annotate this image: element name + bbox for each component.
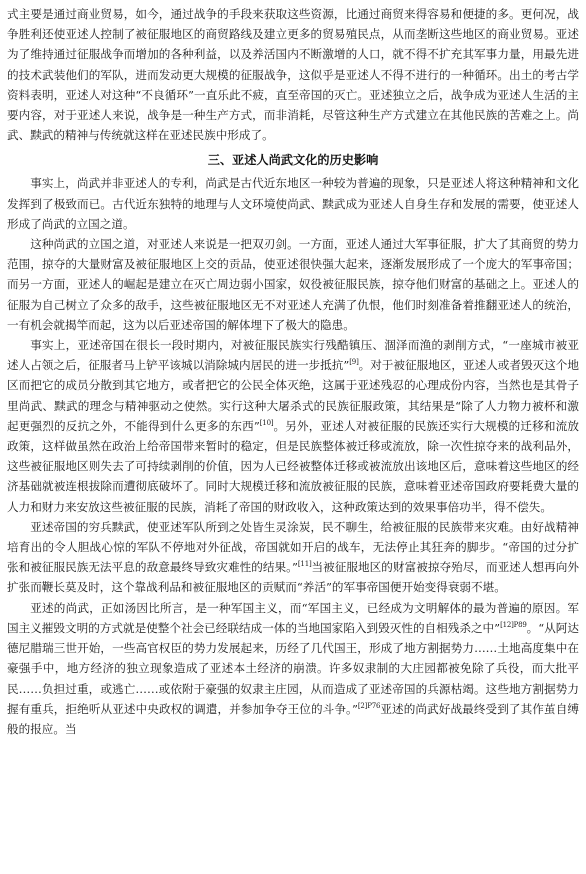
paragraph-text: 。对于被征服地区，亚述人或者毁灭这个地区而把它的成员分散到其它地方，或者把它的公民全体灭绝，这属于亚述残忍的心理成份内容，当然也是其骨子里尚武、黩武的理念与精神驱动之使然。实行这种大屠杀式的民族征服政策，其结果是“除了人力物力被杯和激起更强烈的反抗之外，不能得到什么更多的东西” xyxy=(7,358,579,433)
paragraph-text: 。“从阿达德尼腊瑞三世开始，一些高官权臣的势力发展起来，历经了几代国王，形成了地方割据势力……土地高度集中在豪强手中，地方经济的独立现象造成了亚述本土经济的崩溃。许多奴隶制的大庄园都被免除了兵役，而大批平民……负担过重，或逃亡……或依附于豪强的奴隶主庄园，从而造成了亚述帝国的兵源枯竭。这些地方割据势力握有重兵，拒绝听从亚述中央政权的调遣，并参加争夺王位的斗争。” xyxy=(7,620,579,716)
citation-marker: [9] xyxy=(349,358,359,367)
paragraph-text: 这种尚武的立国之道，对亚述人来说是一把双刃剑。一方面，亚述人通过大军事征服，扩大了其商贸的势力范围，掠夺的大量财富及被征服地区上交的贡品，使亚述很快强大起来，逐渐发展形成了一个庞大的军事帝国；而另一方面，亚述人的崛起是建立在灭亡周边弱小国家，奴役被征服民族，掠夺他们财富的基础之上。亚述人的征服为自己树立了众多的敌手，这些被征服地区无不对亚述人充满了仇恨，他们时刻准备着推翻亚述人的统治，一有机会就揭竿而起，这为以后亚述帝国的解体埋下了极大的隐患。 xyxy=(7,237,579,332)
paragraph-text: 亚述的尚武好战最终受到了其作茧自缚般的报应。当 xyxy=(7,701,579,736)
paragraph-text: 事实上，亚述帝国在很长一段时期内，对被征服民族实行残酷镇压、涸泽而渔的剥削方式，“一座城市被亚述人占领之后，征服者马上铲平该城以消除城内居民的进一步抵抗” xyxy=(7,338,579,373)
paragraph-text: 当被征服地区的财富被掠夺殆尽，而亚述人想再向外扩张而鞭长莫及时，这个靠战利品和被征服地区的贡赋而“养活”的军事帝国便开始变得衰弱不堪。 xyxy=(7,560,579,595)
citation-marker: [10] xyxy=(259,419,274,427)
citation-marker: [11] xyxy=(297,560,312,569)
paragraph-text: 事实上，尚武并非亚述人的专利，尚武是古代近东地区一种较为普遍的现象，只是亚述人将这种精神和文化发挥到了极致而已。古代近东独特的地理与人文环境使尚武、黩武成为亚述人自身生存和发展的需要，使亚述人形成了尚武的立国之道。 xyxy=(7,176,579,231)
paragraph-text: 亚述的尚武，正如汤因比所言，是一种军国主义，而“军国主义，已经成为文明解体的最为普遍的原因。军国主义摧毁文明的方式就是使整个社会已经联结成一体的当地国家陷入到毁灭性的自相残杀之中” xyxy=(7,600,579,635)
paragraph-text: 式主要是通过商业贸易，如今，通过战争的手段来获取这些资源，比通过商贸来得容易和便捷的多。更何况，战争胜利还使亚述人控制了被征服地区的商贸路线及建立更多的贸易殖民点，从而垄断这些地区的商业贸易。亚述为了维持通过征服战争而增加的各种利益，以及养活国内不断激增的人口，就不得不扩充其军事力量，用最先进的技术武装他们的军队，进而发动更大规模的征服战争，这似乎是亚述人不得不进行的一种循环。出土的考古学资料表明，亚述人对这种“不良循环”一直乐此不疲，直至帝国的灭亡。亚述独立之后，战争成为亚述人生活的主要内容，对于亚述人来说，战争是一种生产方式，而非消耗，尽管这种生产方式建立在其他民族的苦难之上。尚武、黩武的精神与传统就这样在亚述民族中形成了。 xyxy=(7,7,579,143)
paragraph-text: 。另外，亚述人对被征服的民族还实行大规模的迁移和流放政策，这样做虽然在政治上给帝国带来暂时的稳定，但是民族整体被迁移或流放，除一次性掠夺来的战利品外，这些被征服地区则失去了可持续剥削的价值，因为人已经被整体迁移或被流放出该地区后，意味着这些地区的经济基础就被连根拔除而遭彻底破坏了。同时大规模迁移和流放被征服的民族，意味着亚述帝国政府要耗费大量的人力和财力来安放这些被征服的民族，消耗了帝国的财政收入，这种政策达到的效果事倍功半，得不偿失。 xyxy=(7,418,579,514)
paragraph-5 xyxy=(7,517,579,598)
paragraph-2 xyxy=(7,173,579,234)
paragraph-1 xyxy=(7,4,579,145)
paragraph-4 xyxy=(7,335,579,517)
document-page xyxy=(7,4,579,870)
paragraph-3 xyxy=(7,234,579,335)
citation-marker: [2]P76 xyxy=(357,701,381,710)
citation-marker: [12]P89 xyxy=(500,621,527,630)
paragraph-6 xyxy=(7,598,579,739)
paragraph-text: 亚述帝国的穷兵黩武，使亚述军队所到之处皆生灵涂炭，民不聊生，给被征服的民族带来灾难。由好战精神培育出的令人胆战心惊的军队不停地对外征战，帝国就如开启的战车，无法停止其狂奔的脚步。“帝国的过分扩张和被征服民族无法平息的敌意最终导致灾难性的结果。” xyxy=(7,519,579,575)
section-title: 三、亚述人尚武文化的历史影响 xyxy=(207,153,379,168)
